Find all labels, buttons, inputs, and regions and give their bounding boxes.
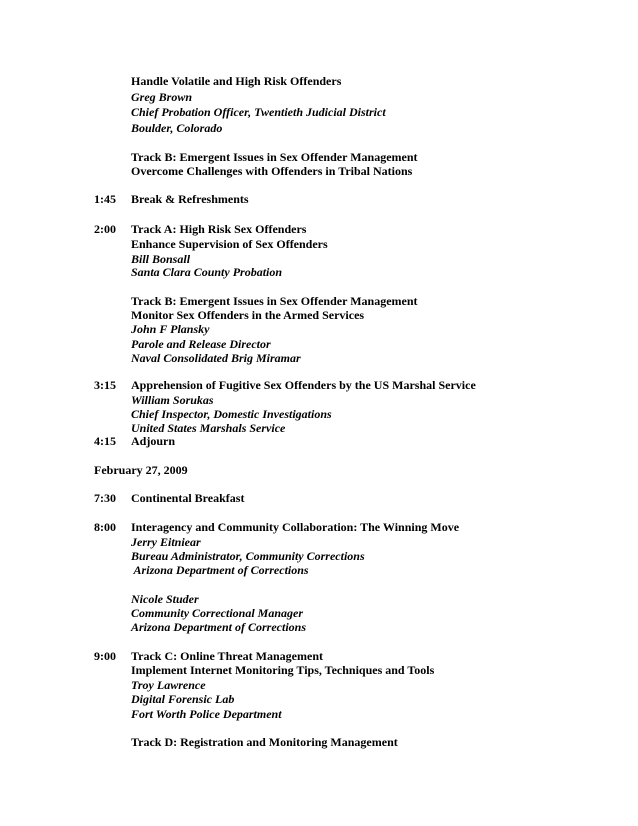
speaker-org: Naval Consolidated Brig Miramar	[131, 351, 301, 365]
speaker-role: Bureau Administrator, Community Corrections	[131, 549, 365, 563]
session-time: 2:00	[94, 222, 116, 236]
speaker-org: Fort Worth Police Department	[131, 707, 282, 721]
session-title: Enhance Supervision of Sex Offenders	[131, 237, 328, 251]
session-title: Adjourn	[131, 434, 176, 448]
speaker-role: Parole and Release Director	[131, 337, 271, 351]
speaker-name: William Sorukas	[131, 393, 214, 407]
speaker-role: Chief Inspector, Domestic Investigations	[131, 407, 332, 421]
track-label: Track B: Emergent Issues in Sex Offender Management	[131, 294, 418, 308]
speaker-role: Digital Forensic Lab	[131, 692, 235, 706]
session-title: Implement Internet Monitoring Tips, Techniques and Tools	[131, 663, 435, 677]
session-time: 7:30	[94, 491, 116, 505]
session-title: Interagency and Community Collaboration: The Winning Move	[131, 520, 460, 534]
session-title: Break & Refreshments	[131, 192, 249, 206]
speaker-name: Jerry Eitniear	[131, 535, 201, 549]
speaker-org: Arizona Department of Corrections	[131, 563, 309, 577]
track-label: Track B: Emergent Issues in Sex Offender Management	[131, 150, 418, 164]
session-title: Overcome Challenges with Offenders in Tribal Nations	[131, 164, 413, 178]
session-time: 8:00	[94, 520, 116, 534]
track-label: Track C: Online Threat Management	[131, 649, 323, 663]
session-title: Continental Breakfast	[131, 491, 245, 505]
speaker-name: Troy Lawrence	[131, 678, 206, 692]
track-label: Track A: High Risk Sex Offenders	[131, 222, 307, 236]
speaker-name: Bill Bonsall	[131, 252, 191, 266]
session-time: 1:45	[94, 192, 116, 206]
speaker-org: Arizona Department of Corrections	[131, 620, 307, 634]
session-title: Apprehension of Fugitive Sex Offenders by the US Marshal Service	[131, 378, 476, 392]
speaker-org: United States Marshals Service	[131, 421, 286, 435]
speaker-role: Community Correctional Manager	[131, 606, 304, 620]
speaker-name: John F Plansky	[131, 322, 210, 336]
speaker-location: Boulder, Colorado	[131, 121, 223, 135]
session-title: Handle Volatile and High Risk Offenders	[131, 74, 342, 88]
session-time: 9:00	[94, 649, 116, 663]
speaker-org: Santa Clara County Probation	[131, 265, 283, 279]
speaker-name: Greg Brown	[131, 90, 193, 104]
session-time: 3:15	[94, 378, 116, 392]
date-heading: February 27, 2009	[94, 463, 188, 477]
speaker-role: Chief Probation Officer, Twentieth Judicial District	[131, 105, 386, 119]
session-title: Monitor Sex Offenders in the Armed Services	[131, 308, 365, 322]
track-label: Track D: Registration and Monitoring Management	[131, 735, 398, 749]
session-time: 4:15	[94, 434, 116, 448]
speaker-name: Nicole Studer	[131, 592, 199, 606]
